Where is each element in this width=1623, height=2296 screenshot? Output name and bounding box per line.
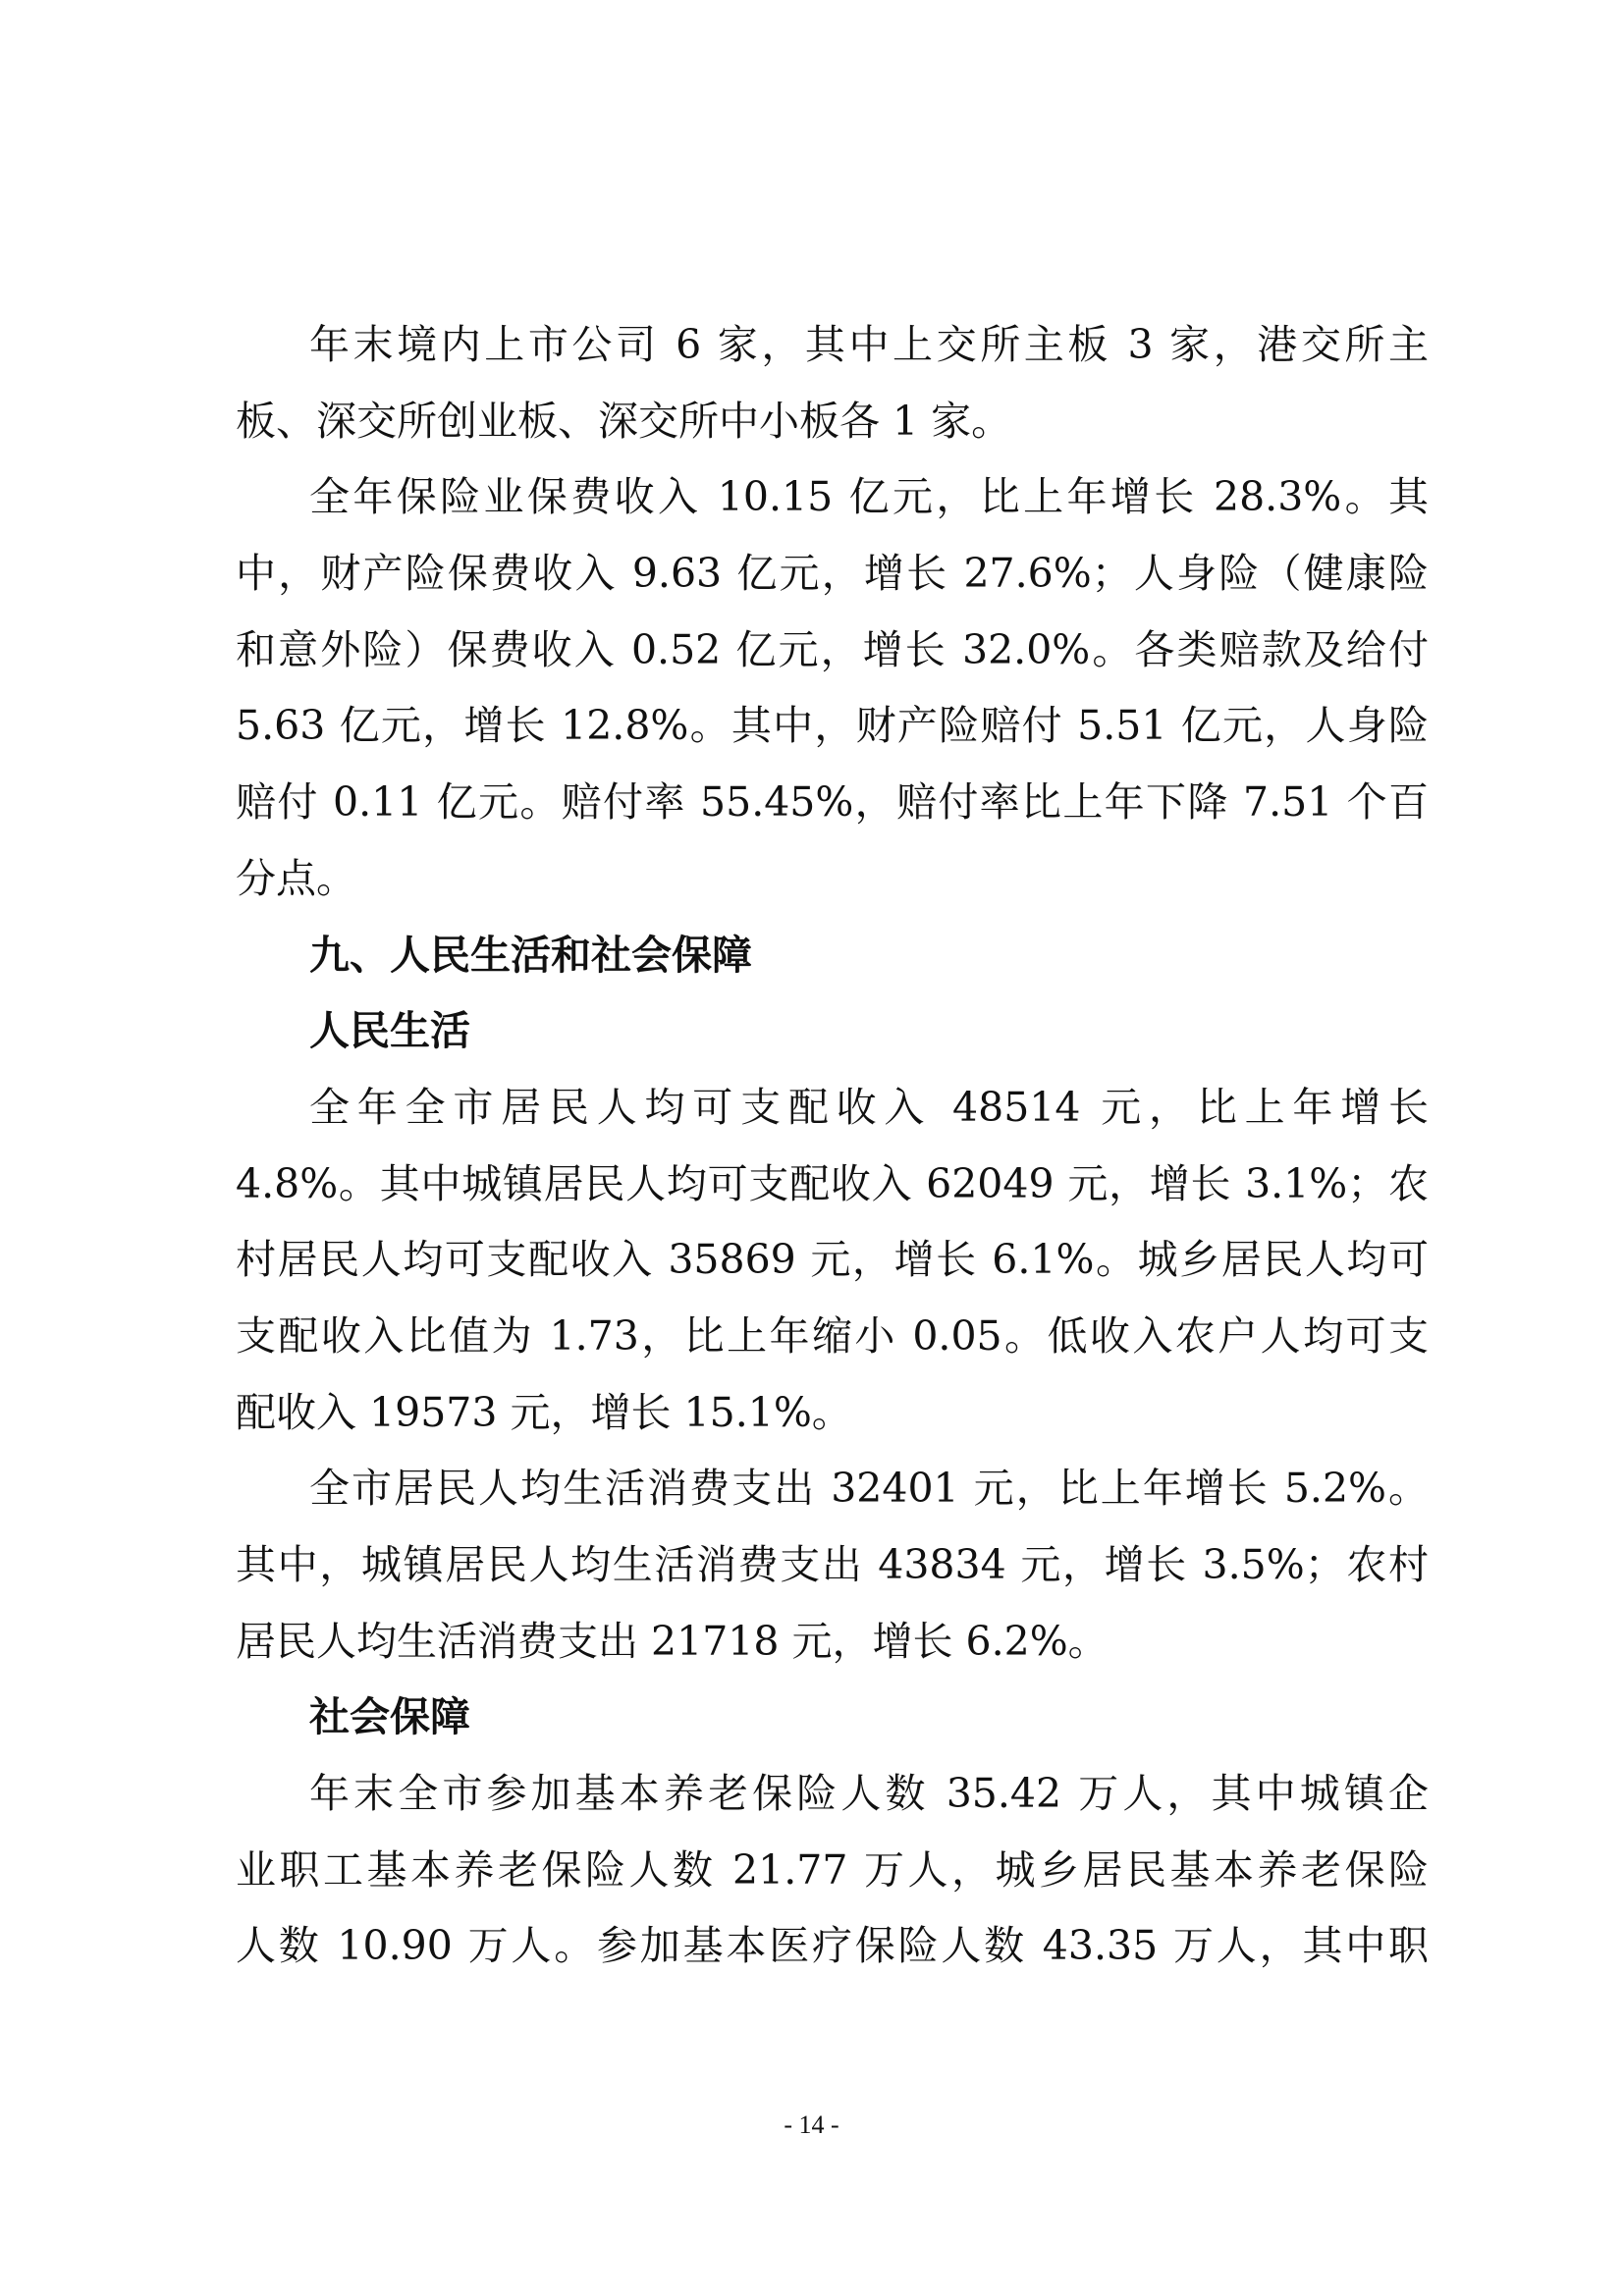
text-line: 居民人均生活消费支出 21718 元，增长 6.2%。 — [236, 1617, 1109, 1665]
heading-text: 九、人民生活和社会保障 — [309, 931, 752, 979]
text-line: 其中，城镇居民人均生活消费支出 43834 元，增长 3.5%；农村 — [236, 1541, 1429, 1588]
section-heading — [236, 1680, 1429, 1756]
paragraph — [236, 307, 1429, 459]
text-line: 人数 10.90 万人。参加基本医疗保险人数 43.35 万人，其中职 — [236, 1922, 1429, 1970]
text-line: 全年保险业保费收入 10.15 亿元，比上年增长 28.3%。其 — [309, 473, 1429, 521]
text-line: 支配收入比值为 1.73，比上年缩小 0.05。低收入农户人均可支 — [236, 1311, 1429, 1360]
text-line: 和意外险）保费收入 0.52 亿元，增长 32.0%。各类赔款及给付 — [236, 625, 1429, 673]
text-line: 配收入 19573 元，增长 15.1%。 — [236, 1388, 852, 1436]
text-line: 全年全市居民人均可支配收入 48514 元，比上年增长 — [309, 1083, 1429, 1131]
heading-text: 人民生活 — [309, 1007, 470, 1055]
document-body — [236, 307, 1429, 1985]
paragraph — [236, 1756, 1429, 1985]
text-line: 5.63 亿元，增长 12.8%。其中，财产险赔付 5.51 亿元，人身险 — [236, 702, 1429, 750]
text-line: 年末境内上市公司 6 家，其中上交所主板 3 家，港交所主 — [309, 321, 1429, 368]
text-line: 分点。 — [236, 854, 356, 902]
text-line: 全市居民人均生活消费支出 32401 元，比上年增长 5.2%。 — [309, 1465, 1429, 1513]
paragraph — [236, 1451, 1429, 1680]
section-heading — [236, 993, 1429, 1070]
paragraph — [236, 459, 1429, 917]
section-heading — [236, 918, 1429, 994]
paragraph — [236, 1070, 1429, 1451]
text-line: 4.8%。其中城镇居民人均可支配收入 62049 元，增长 3.1%；农 — [236, 1159, 1429, 1207]
text-line: 年末全市参加基本养老保险人数 35.42 万人，其中城镇企 — [309, 1770, 1429, 1818]
text-line: 板、深交所创业板、深交所中小板各 1 家。 — [236, 397, 1012, 445]
heading-text: 社会保障 — [309, 1693, 470, 1741]
text-line: 赔付 0.11 亿元。赔付率 55.45%，赔付率比上年下降 7.51 个百 — [236, 778, 1429, 827]
text-line: 业职工基本养老保险人数 21.77 万人，城乡居民基本养老保险 — [236, 1845, 1429, 1894]
text-line: 村居民人均可支配收入 35869 元，增长 6.1%。城乡居民人均可 — [236, 1236, 1429, 1284]
page-number: - 14 - — [784, 2110, 839, 2139]
text-line: 中，财产险保费收入 9.63 亿元，增长 27.6%；人身险（健康险 — [236, 550, 1429, 598]
